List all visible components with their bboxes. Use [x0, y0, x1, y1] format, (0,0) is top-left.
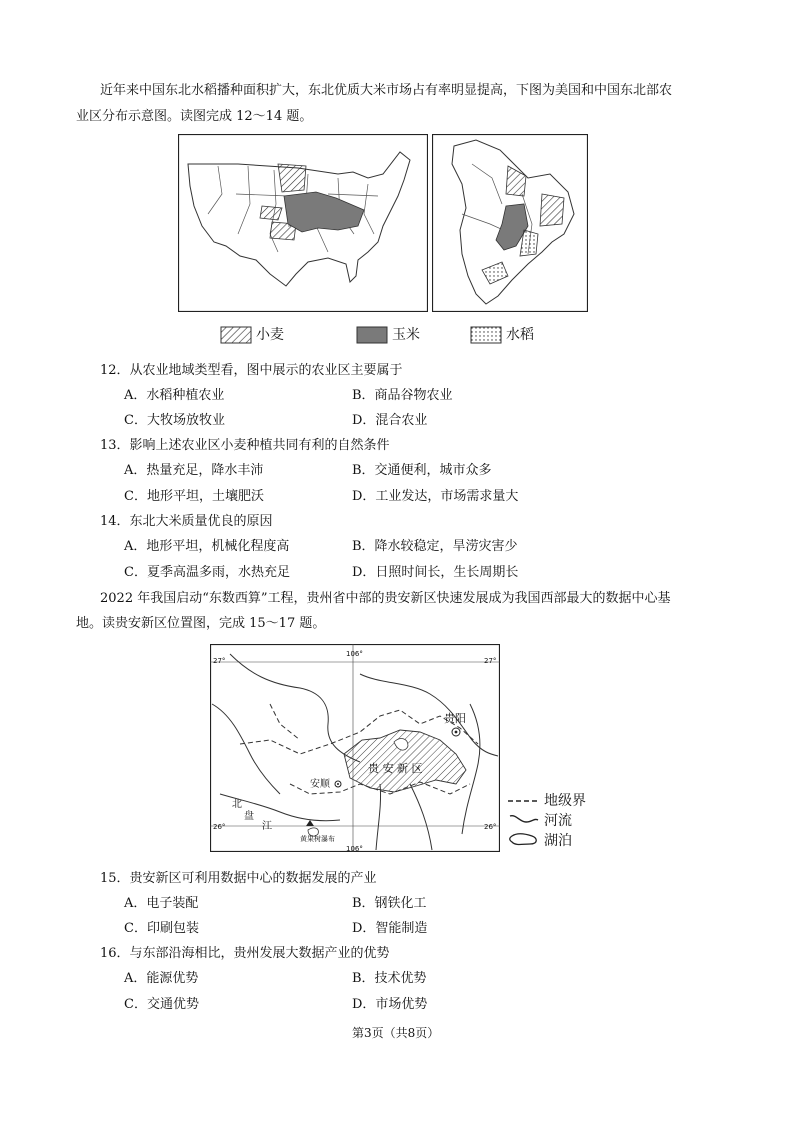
lake-legend-symbol — [506, 830, 542, 848]
river-legend-symbol — [506, 812, 542, 828]
question-15-stem: 15．贵安新区可利用数据中心的数据发展的产业 — [100, 871, 377, 886]
legend-rice-label: 水稻 — [506, 327, 534, 343]
map-label-river-bei: 北 — [232, 799, 242, 810]
question-13-option-c: C．地形平坦，土壤肥沃 — [124, 489, 264, 504]
page-footer: 第3页（共8页） — [352, 1026, 440, 1040]
legend-boundary-label: 地级界 — [544, 793, 586, 809]
corn-legend-swatch — [356, 326, 388, 344]
wheat-legend-swatch — [220, 326, 252, 344]
map-label-waterfall: 黄果树瀑布 — [300, 835, 335, 843]
map-lat-27-right: 27° — [484, 657, 497, 665]
legend-corn-label: 玉米 — [392, 327, 420, 343]
question-12-option-c: C．大牧场放牧业 — [124, 413, 225, 428]
question-12-option-d: D．混合农业 — [352, 413, 428, 428]
question-14-option-c: C．夏季高温多雨，水热充足 — [124, 565, 290, 580]
question-15-option-a: A．电子装配 — [124, 896, 199, 911]
question-16-option-c: C．交通优势 — [124, 997, 199, 1012]
northeast-china-map — [432, 134, 588, 312]
question-15-option-b: B．钢铁化工 — [352, 896, 427, 911]
map-lat-26-left: 26° — [213, 823, 226, 831]
intro2-text-line-1: 2022 年我国启动“东数西算”工程，贵州省中部的贵安新区快速发展成为我国西部最大的数据中心基 — [100, 591, 671, 606]
question-16-stem: 16．与东部沿海相比，贵州发展大数据产业的优势 — [100, 946, 390, 961]
legend-wheat-label: 小麦 — [256, 327, 284, 343]
question-13-option-b: B．交通便利，城市众多 — [352, 463, 492, 478]
map-label-guian-new-area: 贵 安 新 区 — [368, 762, 423, 775]
question-14-stem: 14．东北大米质量优良的原因 — [100, 514, 273, 529]
question-13-option-d: D．工业发达，市场需求量大 — [352, 489, 519, 504]
map-lat-26-right: 26° — [484, 823, 497, 831]
question-14-option-d: D．日照时间长，生长周期长 — [352, 565, 519, 580]
map-label-guiyang: 贵阳 — [444, 712, 466, 725]
map-lon-106-bottom: 106° — [346, 845, 363, 853]
intro2-text-line-2: 地。读贵安新区位置图，完成 15～17 题。 — [76, 616, 326, 631]
legend-lake-label: 湖泊 — [544, 833, 572, 849]
question-15-option-d: D．智能制造 — [352, 921, 428, 936]
map-lon-106-top: 106° — [346, 650, 363, 658]
map-lat-27-left: 27° — [213, 657, 226, 665]
boundary-legend-symbol — [506, 794, 542, 808]
map-label-river-pan: 盘 — [244, 811, 254, 822]
map-label-anshun: 安顺 — [310, 779, 330, 790]
question-12-option-a: A．水稻种植农业 — [124, 388, 225, 403]
question-12-stem: 12．从农业地域类型看，图中展示的农业区主要属于 — [100, 363, 403, 378]
question-16-option-a: A．能源优势 — [124, 971, 199, 986]
intro-text-line-2: 业区分布示意图。读图完成 12～14 题。 — [76, 109, 313, 124]
usa-map — [178, 134, 428, 312]
question-16-option-b: B．技术优势 — [352, 971, 427, 986]
map-label-river-jiang: 江 — [262, 821, 272, 832]
question-13-option-a: A．热量充足，降水丰沛 — [124, 463, 264, 478]
question-15-option-c: C．印刷包装 — [124, 921, 199, 936]
intro-text-line-1: 近年来中国东北水稻播种面积扩大，东北优质大米市场占有率明显提高，下图为美国和中国东北部农 — [100, 83, 673, 98]
question-14-option-a: A．地形平坦，机械化程度高 — [124, 539, 290, 554]
legend-river-label: 河流 — [544, 813, 572, 829]
question-12-option-b: B．商品谷物农业 — [352, 388, 453, 403]
rice-legend-swatch — [470, 326, 502, 344]
question-16-option-d: D．市场优势 — [352, 997, 428, 1012]
question-14-option-b: B．降水较稳定，旱涝灾害少 — [352, 539, 518, 554]
question-13-stem: 13．影响上述农业区小麦种植共同有利的自然条件 — [100, 438, 390, 453]
